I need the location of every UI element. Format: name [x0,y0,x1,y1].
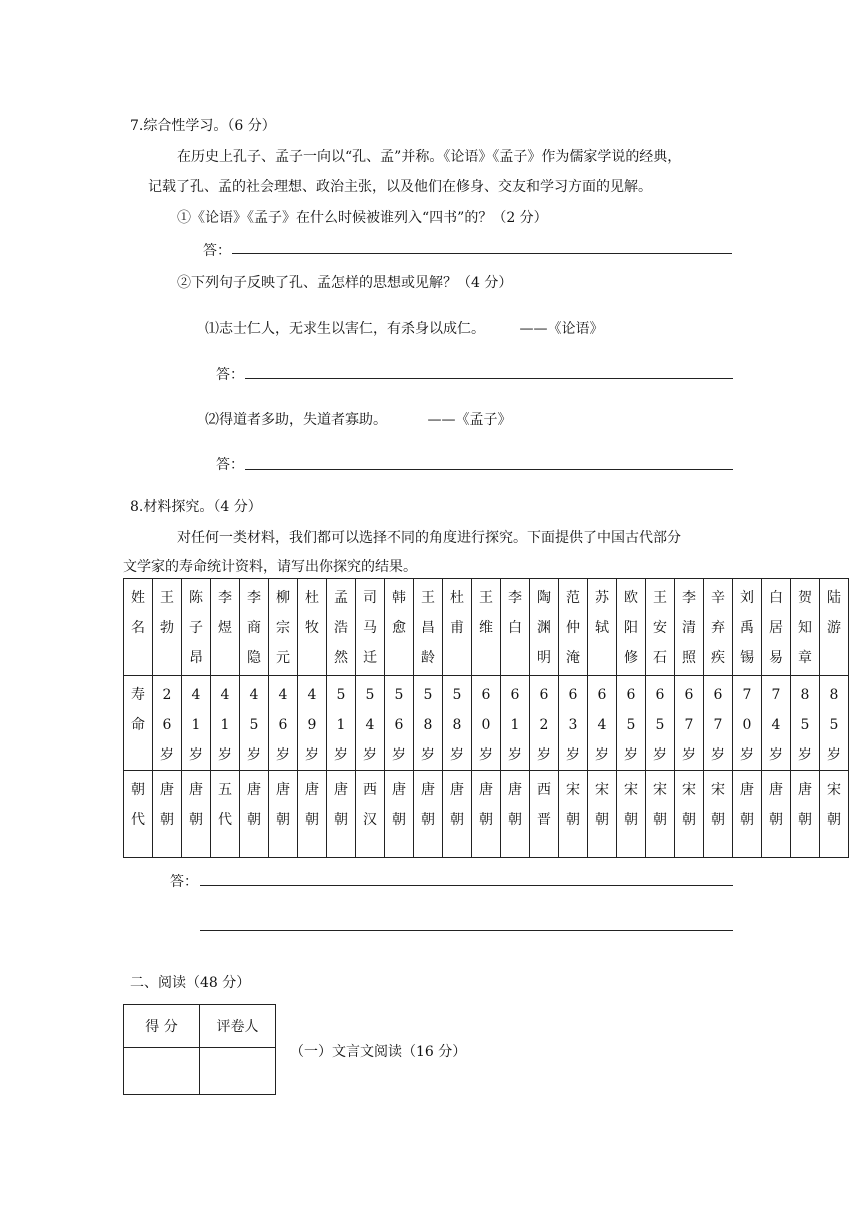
name-cell: 刘 禹 锡 [733,579,762,676]
name-cell: 李 清 照 [675,579,704,676]
lifespan-table [123,578,849,858]
age-cell: 4 1 岁 [211,676,240,771]
q7-quote2 [205,409,511,429]
name-cell: 范 仲 淹 [559,579,588,676]
age-cell: 6 7 岁 [675,676,704,771]
age-cell: 5 1 岁 [327,676,356,771]
answer-label: 答： [203,243,231,259]
dynasty-cell: 宋 朝 [588,771,617,858]
dynasty-cell: 西 汉 [356,771,385,858]
answer-line-3[interactable] [245,469,733,470]
score-cell[interactable] [124,1048,200,1095]
name-cell: 王 勃 [153,579,182,676]
age-cell: 7 4 岁 [762,676,791,771]
quote1-text: ⑴志士仁人，无求生以害仁，有杀身以成仁。 [205,321,485,337]
age-cell: 4 6 岁 [269,676,298,771]
table-row [124,676,849,771]
age-cell: 5 8 岁 [414,676,443,771]
q7-sub2: ②下列句子反映了孔、孟怎样的思想或见解？（4 分） [177,275,513,291]
name-cell: 杜 牧 [298,579,327,676]
age-cell: 4 1 岁 [182,676,211,771]
quote1-source: ——《论语》 [519,321,604,337]
dynasty-cell: 唐 朝 [182,771,211,858]
answer-line-4[interactable] [200,885,733,886]
age-cell: 6 5 岁 [617,676,646,771]
score-box [123,1004,276,1095]
answer-line-2[interactable] [245,378,733,379]
dynasty-cell: 唐 朝 [501,771,530,858]
name-cell: 李 商 隐 [240,579,269,676]
dynasty-cell: 唐 朝 [762,771,791,858]
dynasty-cell: 唐 朝 [414,771,443,858]
age-cell: 6 0 岁 [472,676,501,771]
dynasty-cell: 宋 朝 [820,771,849,858]
name-cell: 李 白 [501,579,530,676]
q7-intro-line2: 记载了孔、孟的社会理想、政治主张，以及他们在修身、交友和学习方面的见解。 [148,179,652,195]
age-cell: 5 4 岁 [356,676,385,771]
row-header: 寿 命 [124,676,153,771]
q7-title: 7.综合性学习。（6 分） [130,118,276,134]
section2-title: 二、阅读（48 分） [130,975,251,991]
age-cell: 8 5 岁 [791,676,820,771]
dynasty-cell: 唐 朝 [153,771,182,858]
answer-label: 答： [170,874,198,890]
age-cell: 6 5 岁 [646,676,675,771]
name-cell: 柳 宗 元 [269,579,298,676]
dynasty-cell: 唐 朝 [240,771,269,858]
q7-quote1 [205,318,603,338]
table-row [124,771,849,858]
dynasty-cell: 唐 朝 [733,771,762,858]
quote2-text: ⑵得道者多助，失道者寡助。 [205,412,387,428]
age-cell: 8 5 岁 [820,676,849,771]
row-header: 朝 代 [124,771,153,858]
answer-label: 答： [216,367,244,383]
age-cell: 4 5 岁 [240,676,269,771]
name-cell: 陶 渊 明 [530,579,559,676]
answer-line-5[interactable] [200,930,733,931]
name-cell: 孟 浩 然 [327,579,356,676]
dynasty-cell: 宋 朝 [559,771,588,858]
dynasty-cell: 唐 朝 [269,771,298,858]
answer-line-1[interactable] [232,253,732,254]
dynasty-cell: 唐 朝 [791,771,820,858]
age-cell: 6 2 岁 [530,676,559,771]
name-cell: 王 维 [472,579,501,676]
age-cell: 6 4 岁 [588,676,617,771]
dynasty-cell: 宋 朝 [617,771,646,858]
age-cell: 4 9 岁 [298,676,327,771]
age-cell: 7 0 岁 [733,676,762,771]
row-header: 姓 名 [124,579,153,676]
dynasty-cell: 宋 朝 [646,771,675,858]
classical-reading-title: （一）文言文阅读（16 分） [290,1044,467,1060]
q8-intro-line1: 对任何一类材料，我们都可以选择不同的角度进行探究。下面提供了中国古代部分 [177,530,681,546]
q7-sub1: ①《论语》《孟子》在什么时候被谁列入“四书”的？（2 分） [177,210,548,226]
q8-title: 8.材料探究。（4 分） [130,499,262,515]
answer-label: 答： [216,457,244,473]
grader-label: 评卷人 [200,1005,276,1048]
name-cell: 王 昌 龄 [414,579,443,676]
dynasty-cell: 宋 朝 [675,771,704,858]
dynasty-cell: 五 代 [211,771,240,858]
dynasty-cell: 唐 朝 [443,771,472,858]
age-cell: 2 6 岁 [153,676,182,771]
dynasty-cell: 唐 朝 [298,771,327,858]
grader-cell[interactable] [200,1048,276,1095]
name-cell: 苏 轼 [588,579,617,676]
name-cell: 陈 子 昂 [182,579,211,676]
name-cell: 白 居 易 [762,579,791,676]
age-cell: 5 6 岁 [385,676,414,771]
dynasty-cell: 西 晋 [530,771,559,858]
quote2-source: ——《孟子》 [427,412,512,428]
name-cell: 欧 阳 修 [617,579,646,676]
age-cell: 5 8 岁 [443,676,472,771]
name-cell: 杜 甫 [443,579,472,676]
name-cell: 李 煜 [211,579,240,676]
name-cell: 辛 弃 疾 [704,579,733,676]
q8-intro-line2: 文学家的寿命统计资料，请写出你探究的结果。 [123,559,417,575]
name-cell: 王 安 石 [646,579,675,676]
age-cell: 6 3 岁 [559,676,588,771]
table-row [124,579,849,676]
q7-intro-line1: 在历史上孔子、孟子一向以“孔、孟”并称。《论语》《孟子》作为儒家学说的经典， [177,149,682,165]
name-cell: 贺 知 章 [791,579,820,676]
score-label: 得 分 [124,1005,200,1048]
age-cell: 6 1 岁 [501,676,530,771]
age-cell: 6 7 岁 [704,676,733,771]
dynasty-cell: 唐 朝 [385,771,414,858]
dynasty-cell: 唐 朝 [472,771,501,858]
name-cell: 陆 游 [820,579,849,676]
name-cell: 司 马 迁 [356,579,385,676]
dynasty-cell: 宋 朝 [704,771,733,858]
dynasty-cell: 唐 朝 [327,771,356,858]
name-cell: 韩 愈 [385,579,414,676]
